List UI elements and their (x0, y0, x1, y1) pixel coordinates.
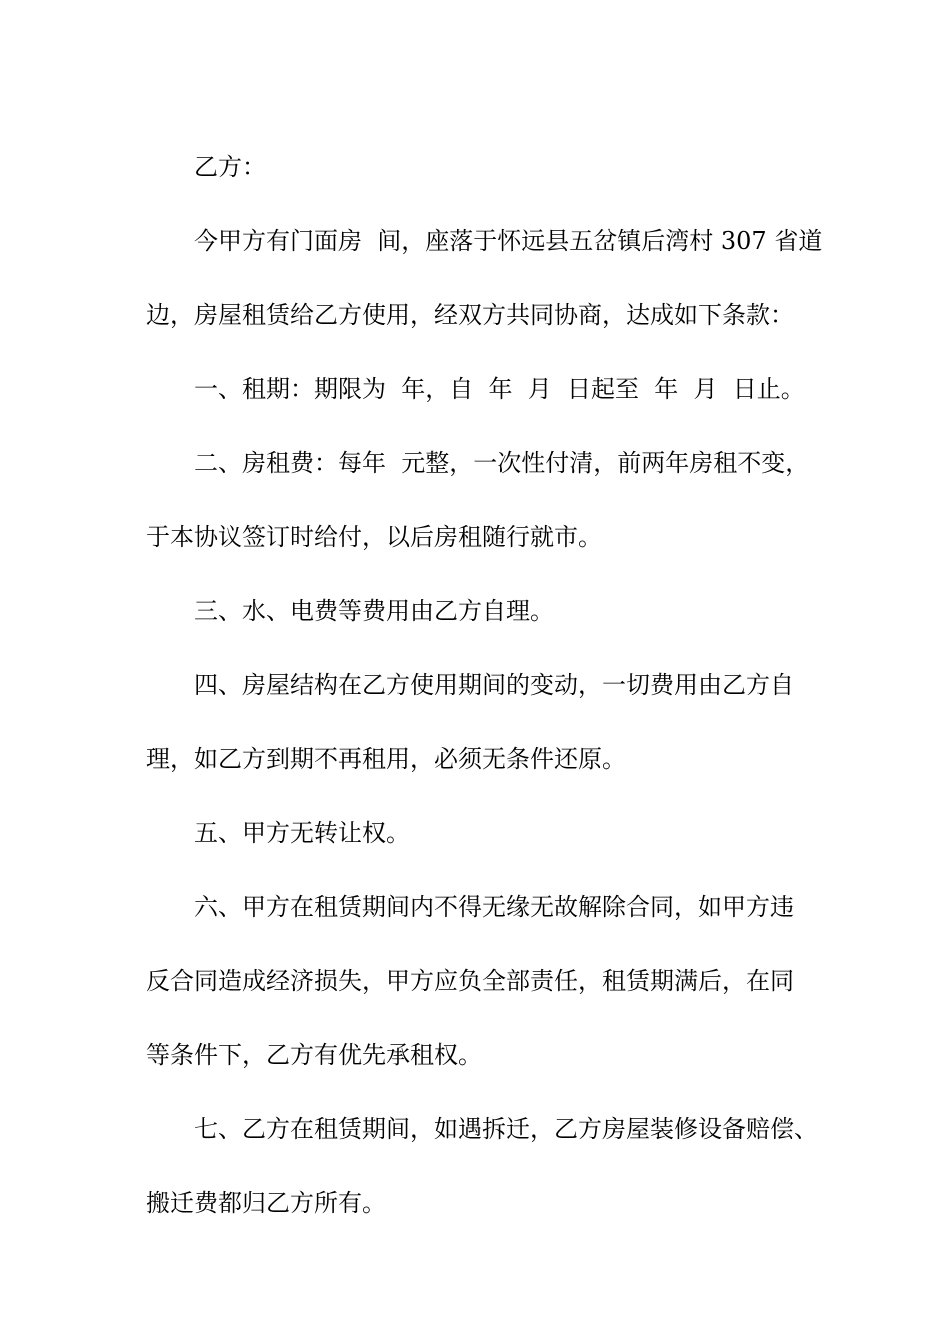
clause-4-structure-line-2: 理，如乙方到期不再租用，必须无条件还原。 (146, 745, 626, 773)
clause-4-structure-line-1: 四、房屋结构在乙方使用期间的变动，一切费用由乙方自 (194, 671, 794, 699)
clause-2-rent-line-2: 于本协议签订时给付，以后房租随行就市。 (146, 523, 602, 551)
clause-7-demolition-line-1: 七、乙方在租赁期间，如遇拆迁，乙方房屋装修设备赔偿、 (194, 1115, 818, 1143)
clause-6-termination-line-1: 六、甲方在租赁期间内不得无缘无故解除合同，如甲方违 (194, 893, 794, 921)
clause-6-termination-line-3: 等条件下，乙方有优先承租权。 (146, 1041, 482, 1069)
intro-line-2: 边，房屋租赁给乙方使用，经双方共同协商，达成如下条款： (146, 301, 794, 329)
clause-2-rent-line-1: 二、房租费：每年 元整，一次性付清，前两年房租不变， (194, 449, 810, 477)
intro-line-1: 今甲方有门面房 间，座落于怀远县五岔镇后湾村 307 省道 (194, 227, 823, 255)
clause-5-transfer: 五、甲方无转让权。 (194, 819, 410, 847)
clause-6-termination-line-2: 反合同造成经济损失，甲方应负全部责任，租赁期满后，在同 (146, 967, 794, 995)
document-body (146, 130, 823, 1240)
clause-3-utilities: 三、水、电费等费用由乙方自理。 (194, 597, 554, 625)
clause-1-term: 一、租期：期限为 年，自 年 月 日起至 年 月 日止。 (194, 375, 805, 403)
clause-7-demolition-line-2: 搬迁费都归乙方所有。 (146, 1189, 386, 1217)
party-b-label: 乙方： (194, 153, 266, 181)
